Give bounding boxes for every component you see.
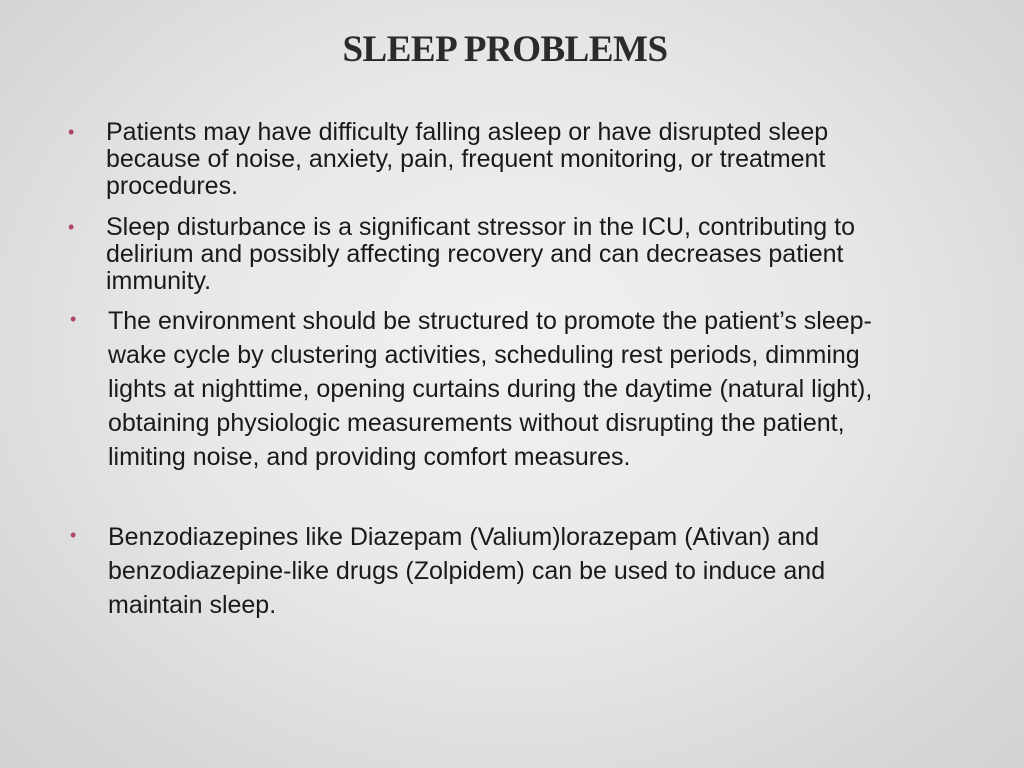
bullet-dot-icon: • [70, 309, 77, 329]
bullet-dot-icon: • [68, 217, 75, 237]
bullet-text: Patients may have difficulty falling asleep or have disrupted sleep because of noise, anxiety, pain, frequent monitoring, or treatment procedures. [106, 118, 829, 200]
bullet-text: Benzodiazepines like Diazepam (Valium)lorazepam (Ativan) and benzodiazepine-like drugs (Zolpidem) can be used to induce and maintain sleep. [108, 523, 826, 619]
slide-title: SLEEP PROBLEMS [342, 29, 668, 70]
bullet-dot-icon: • [68, 122, 75, 142]
bullet-dot-icon: • [70, 525, 77, 545]
bullet-text: Sleep disturbance is a significant stressor in the ICU, contributing to delirium and possibly affecting recovery and can decreases patient immunity. [106, 213, 855, 295]
bullet-text: The environment should be structured to promote the patient’s sleep-wake cycle by clustering activities, scheduling rest periods, dimming lights at nighttime, opening curtains during the daytime (natural light), obtaining physiologic measurements without disrupting the patient, limiting noise, and providing comfort measures. [108, 307, 873, 471]
